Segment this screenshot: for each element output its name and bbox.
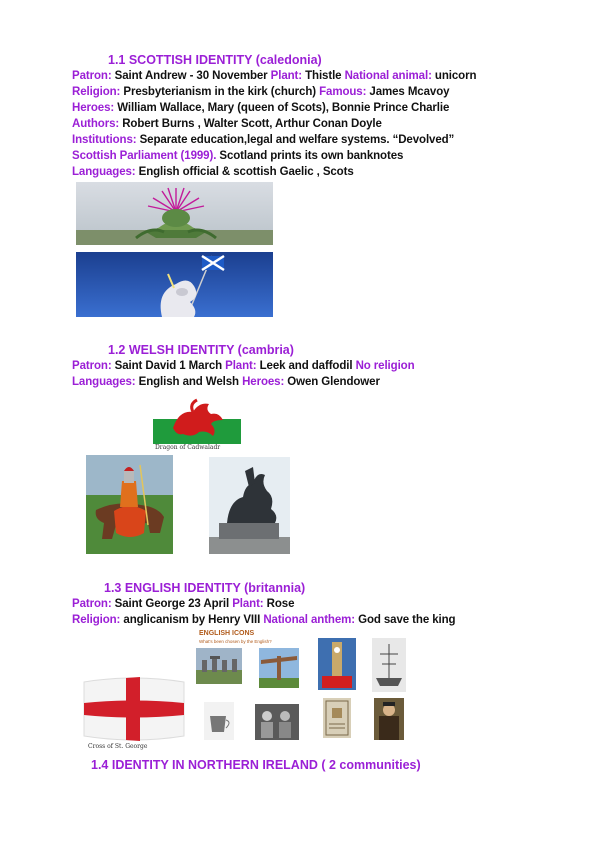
england-line-religion [72,612,455,628]
value: Rose [263,598,295,610]
value: God save the king [355,614,456,626]
welsh-flag-image [153,394,241,444]
wales-heading: 1.2 WELSH IDENTITY (cambria) [108,343,294,357]
st-george-flag-caption: Cross of St. George [88,743,148,750]
label: Scottish Parliament (1999). [72,150,217,162]
icon-henry-viii-photo [374,698,404,740]
label: No religion [355,360,415,372]
scotland-line-languages [72,164,354,180]
scotland-line-patron [72,68,476,84]
value: English official & scottish Gaelic , Scots [135,166,354,178]
label: National anthem: [263,614,355,626]
label: Languages: [72,376,136,388]
england-line-patron [72,596,294,612]
value: Scotland prints its own banknotes [216,150,404,162]
owen-glendower-statue-photo [209,457,290,554]
value: Saint David 1 March [111,360,226,372]
icon-warship-photo [372,638,406,692]
value: Owen Glendower [284,376,380,388]
scotland-line-institutions [72,132,454,148]
england-heading: 1.3 ENGLISH IDENTITY (britannia) [104,581,306,595]
label: Heroes: [72,102,115,114]
icon-tea-photo [204,702,234,740]
label: Patron: [72,360,112,372]
thistle-photo [76,182,273,245]
scotland-line-heroes [72,100,449,116]
icon-big-ben-bus-photo [318,638,356,690]
label: Plant: [232,598,264,610]
scotland-line-authors [72,116,382,132]
icon-magna-carta-photo [323,698,351,738]
english-icons-subtitle: What's been chosen by the English? [199,639,272,644]
value: Saint Andrew - 30 November [111,70,271,82]
value: Presbyterianism in the kirk (church) [120,86,320,98]
value: Robert Burns , Walter Scott, Arthur Conan Doyle [119,118,382,130]
icon-stonehenge-photo [196,648,242,684]
label: Religion: [72,86,121,98]
label: Plant: [225,360,257,372]
st-george-cross-flag-image [82,676,186,742]
label: Famous: [319,86,367,98]
english-icons-title: ENGLISH ICONS [199,630,255,637]
scotland-line-religion [72,84,449,100]
value: unicorn [431,70,477,82]
label: Religion: [72,614,121,626]
value: Separate education,legal and welfare systems. “Devolved” [136,134,455,146]
label: Institutions: [72,134,137,146]
scotland-heading: 1.1 SCOTTISH IDENTITY (caledonia) [108,53,322,67]
label: Patron: [72,70,112,82]
northern-ireland-heading: 1.4 IDENTITY IN NORTHERN IRELAND ( 2 communities) [91,758,421,772]
label: Heroes: [242,376,285,388]
label: Authors: [72,118,120,130]
value: William Wallace, Mary (queen of Scots), Bonnie Prince Charlie [114,102,450,114]
value: Leek and daffodil [256,360,356,372]
label: Patron: [72,598,112,610]
welsh-flag-caption: Dragon of Cadwaladr [155,444,221,451]
icon-angel-of-north-photo [259,648,299,688]
label: Plant: [270,70,303,82]
wales-line-patron [72,358,415,374]
label: National animal: [344,70,432,82]
knight-on-horse-photo [86,455,173,554]
value: Saint George 23 April [111,598,233,610]
value: English and Welsh [135,376,243,388]
scotland-line-parliament [72,148,403,164]
label: Languages: [72,166,136,178]
value: Thistle [302,70,345,82]
value: anglicanism by Henry VIII [120,614,264,626]
value: James Mcavoy [366,86,450,98]
icon-people-photo [255,704,299,740]
wales-line-languages [72,374,380,390]
unicorn-statue-photo [76,252,273,317]
